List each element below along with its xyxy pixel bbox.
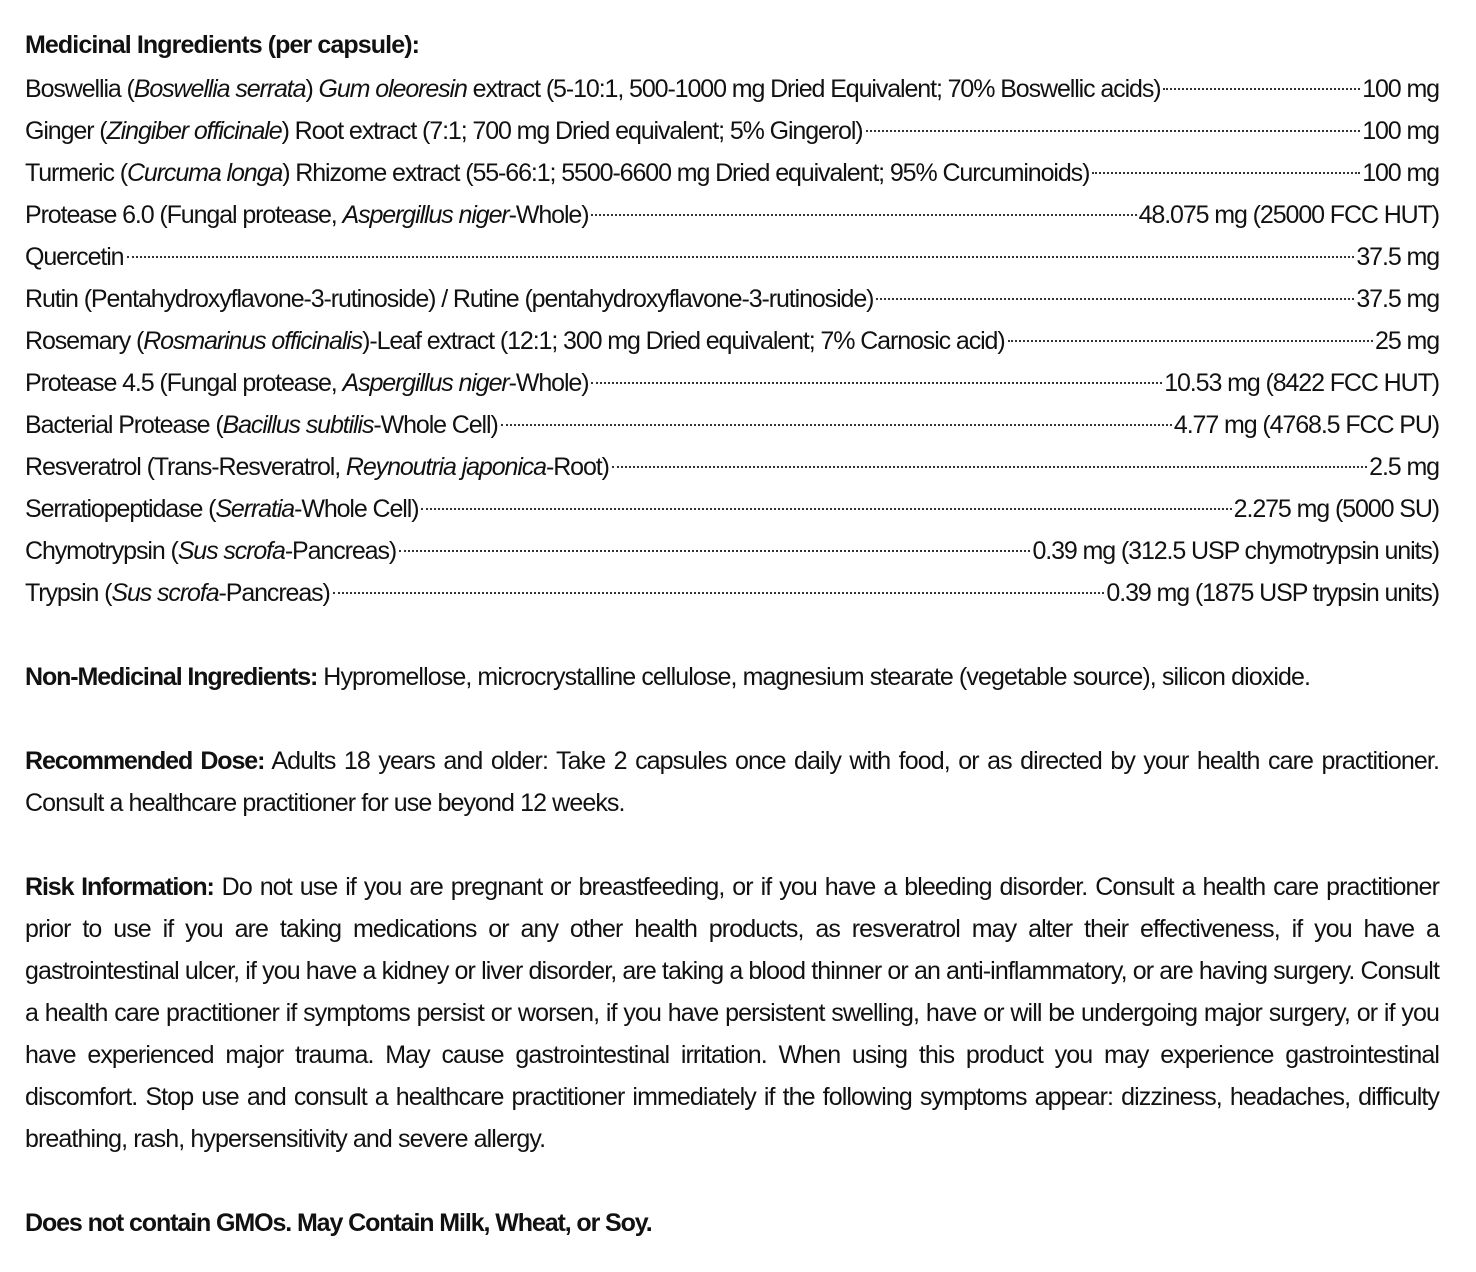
ingredient-latin-name: Sus scrofa <box>111 579 219 607</box>
ingredient-name-text: Chymotrypsin ( <box>25 537 178 565</box>
ingredient-name <box>25 488 418 530</box>
ingredient-name-text: -Whole Cell) <box>373 411 498 439</box>
ingredient-name-text: -Root) <box>545 453 609 481</box>
ingredient-name-text: Bacterial Protease ( <box>25 411 223 439</box>
label-document <box>25 28 1439 1244</box>
ingredient-row <box>25 404 1439 446</box>
non-medicinal-text: Hypromellose, microcrystalline cellulose, magnesium stearate (vegetable source), silicon dioxide. <box>317 663 1311 691</box>
ingredient-name <box>25 152 1089 194</box>
ingredient-name-text: Rutin (Pentahydroxyflavone-3-rutinoside) / Rutine (pentahydroxyflavone-3-rutinoside) <box>25 285 874 313</box>
non-medicinal-ingredients <box>25 656 1439 698</box>
ingredient-row <box>25 446 1439 488</box>
non-medicinal-label: Non-Medicinal Ingredients: <box>25 663 318 691</box>
recommended-dose-text: Adults 18 years and older: Take 2 capsules once daily with food, or as directed by your health care practitioner. Consult a healthcare practitioner for use beyond 12 weeks. <box>25 747 1439 817</box>
ingredient-name-text: -Whole) <box>508 369 589 397</box>
ingredient-latin-name: Zingiber officinale <box>106 117 282 145</box>
ingredient-name-text: Turmeric ( <box>25 159 127 187</box>
dot-leader <box>866 130 1361 132</box>
ingredient-name <box>25 446 609 488</box>
dot-leader <box>127 256 1355 258</box>
ingredient-row <box>25 362 1439 404</box>
ingredient-amount: 10.53 mg (8422 FCC HUT) <box>1164 369 1439 397</box>
ingredient-name-text: Protease 6.0 (Fungal protease, <box>25 201 343 229</box>
ingredient-latin-name: Curcuma longa <box>126 159 283 187</box>
ingredient-amount: 48.075 mg (25000 FCC HUT) <box>1138 201 1439 229</box>
ingredient-name-text: Boswellia ( <box>25 75 134 103</box>
ingredient-name-text: -Whole Cell) <box>294 495 419 523</box>
ingredient-row <box>25 488 1439 530</box>
ingredient-row <box>25 68 1439 110</box>
medicinal-ingredients-list <box>25 68 1439 614</box>
ingredient-name <box>25 68 1160 110</box>
ingredient-name-text: Ginger ( <box>25 117 107 145</box>
ingredient-row <box>25 572 1439 614</box>
gmo-allergen-statement: Does not contain GMOs. May Contain Milk, Wheat, or Soy. <box>25 1209 652 1237</box>
ingredient-name <box>25 194 588 236</box>
recommended-dose-label: Recommended Dose: <box>25 747 265 775</box>
ingredient-amount: 4.77 mg (4768.5 FCC PU) <box>1173 411 1439 439</box>
dot-leader <box>612 466 1367 468</box>
ingredient-row <box>25 530 1439 572</box>
ingredient-name <box>25 236 124 278</box>
ingredient-latin-name: Sus scrofa <box>177 537 285 565</box>
ingredient-amount: 37.5 mg <box>1356 285 1439 313</box>
ingredient-amount: 2.5 mg <box>1369 453 1439 481</box>
dot-leader <box>876 298 1354 300</box>
dot-leader <box>501 424 1172 426</box>
dot-leader <box>1008 340 1373 342</box>
ingredient-name-text: Resveratrol (Trans-Resveratrol, <box>25 453 346 481</box>
dot-leader <box>421 508 1231 510</box>
ingredient-name-text: extract (5-10:1, 500-1000 mg Dried Equivalent; 70% Boswellic acids) <box>466 75 1161 103</box>
ingredient-amount: 37.5 mg <box>1356 243 1439 271</box>
dot-leader <box>333 592 1105 594</box>
risk-information-label: Risk Information: <box>25 873 214 901</box>
ingredient-name-text: Rosemary ( <box>25 327 144 355</box>
ingredient-latin-name: Aspergillus niger <box>342 201 509 229</box>
ingredient-name <box>25 320 1005 362</box>
ingredient-latin-name: Boswellia serrata <box>133 75 306 103</box>
ingredient-name <box>25 404 498 446</box>
ingredient-amount: 2.275 mg (5000 SU) <box>1233 495 1439 523</box>
ingredient-name-text: ) <box>305 75 319 103</box>
ingredient-row <box>25 236 1439 278</box>
ingredient-name-text: ) Rhizome extract (55-66:1; 5500-6600 mg Dried equivalent; 95% Curcuminoids) <box>282 159 1090 187</box>
dot-leader <box>591 382 1162 384</box>
risk-information <box>25 866 1439 1160</box>
ingredient-amount: 25 mg <box>1375 327 1439 355</box>
ingredient-latin-name: Aspergillus niger <box>342 369 509 397</box>
dot-leader <box>591 214 1136 216</box>
ingredient-latin-name: Serratia <box>215 495 295 523</box>
ingredient-latin-name: Rosmarinus officinalis <box>143 327 363 355</box>
ingredient-row <box>25 320 1439 362</box>
ingredient-latin-name: Gum oleoresin <box>318 75 467 103</box>
ingredient-latin-name: Reynoutria japonica <box>345 453 546 481</box>
ingredient-name-text: -Pancreas) <box>218 579 330 607</box>
dot-leader <box>399 550 1030 552</box>
dot-leader <box>1163 88 1360 90</box>
ingredient-row <box>25 278 1439 320</box>
ingredient-name-text: Trypsin ( <box>25 579 112 607</box>
ingredient-name-text: -Pancreas) <box>284 537 397 565</box>
ingredient-name <box>25 278 873 320</box>
ingredient-amount: 0.39 mg (312.5 USP chymotrypsin units) <box>1032 537 1439 565</box>
ingredient-amount: 100 mg <box>1362 75 1439 103</box>
ingredient-name-text: )-Leaf extract (12:1; 300 mg Dried equivalent; 7% Carnosic acid) <box>362 327 1005 355</box>
ingredient-row <box>25 152 1439 194</box>
ingredient-name-text: Protease 4.5 (Fungal protease, <box>25 369 343 397</box>
risk-information-text: Do not use if you are pregnant or breastfeeding, or if you have a bleeding disorder. Consult a health care practitioner prior to use if you are taking medications or any other health products, as resveratrol may alter their effectiveness, if you have a gastrointestinal ulcer, if you have a kidney or liver disorder, are taking a blood thinner or an anti-inflammatory, or are having surgery. Consult a health care practitioner if symptoms persist or worsen, if you have persistent swelling, have or will be undergoing major surgery, or if you have experienced major trauma. May cause gastrointestinal irritation. When using this product you may experience gastrointestinal discomfort. Stop use and consult a healthcare practitioner immediately if the following symptoms appear: dizziness, headaches, difficulty breathing, rash, hypersensitivity and severe allergy. <box>25 873 1439 1153</box>
ingredient-name-text: Serratiopeptidase ( <box>25 495 216 523</box>
ingredient-name <box>25 110 863 152</box>
ingredient-name <box>25 530 396 572</box>
ingredient-name-text: ) Root extract (7:1; 700 mg Dried equivalent; 5% Gingerol) <box>281 117 863 145</box>
ingredient-amount: 0.39 mg (1875 USP trypsin units) <box>1106 579 1439 607</box>
ingredient-name <box>25 362 588 404</box>
dot-leader <box>1092 172 1360 174</box>
ingredient-row <box>25 194 1439 236</box>
ingredient-row <box>25 110 1439 152</box>
ingredient-amount: 100 mg <box>1362 159 1439 187</box>
ingredient-latin-name: Bacillus subtilis <box>222 411 374 439</box>
ingredient-amount: 100 mg <box>1362 117 1439 145</box>
ingredient-name-text: Quercetin <box>25 243 124 271</box>
recommended-dose <box>25 740 1439 824</box>
ingredient-name <box>25 572 330 614</box>
ingredient-name-text: -Whole) <box>508 201 589 229</box>
medicinal-ingredients-heading: Medicinal Ingredients (per capsule): <box>25 31 420 59</box>
